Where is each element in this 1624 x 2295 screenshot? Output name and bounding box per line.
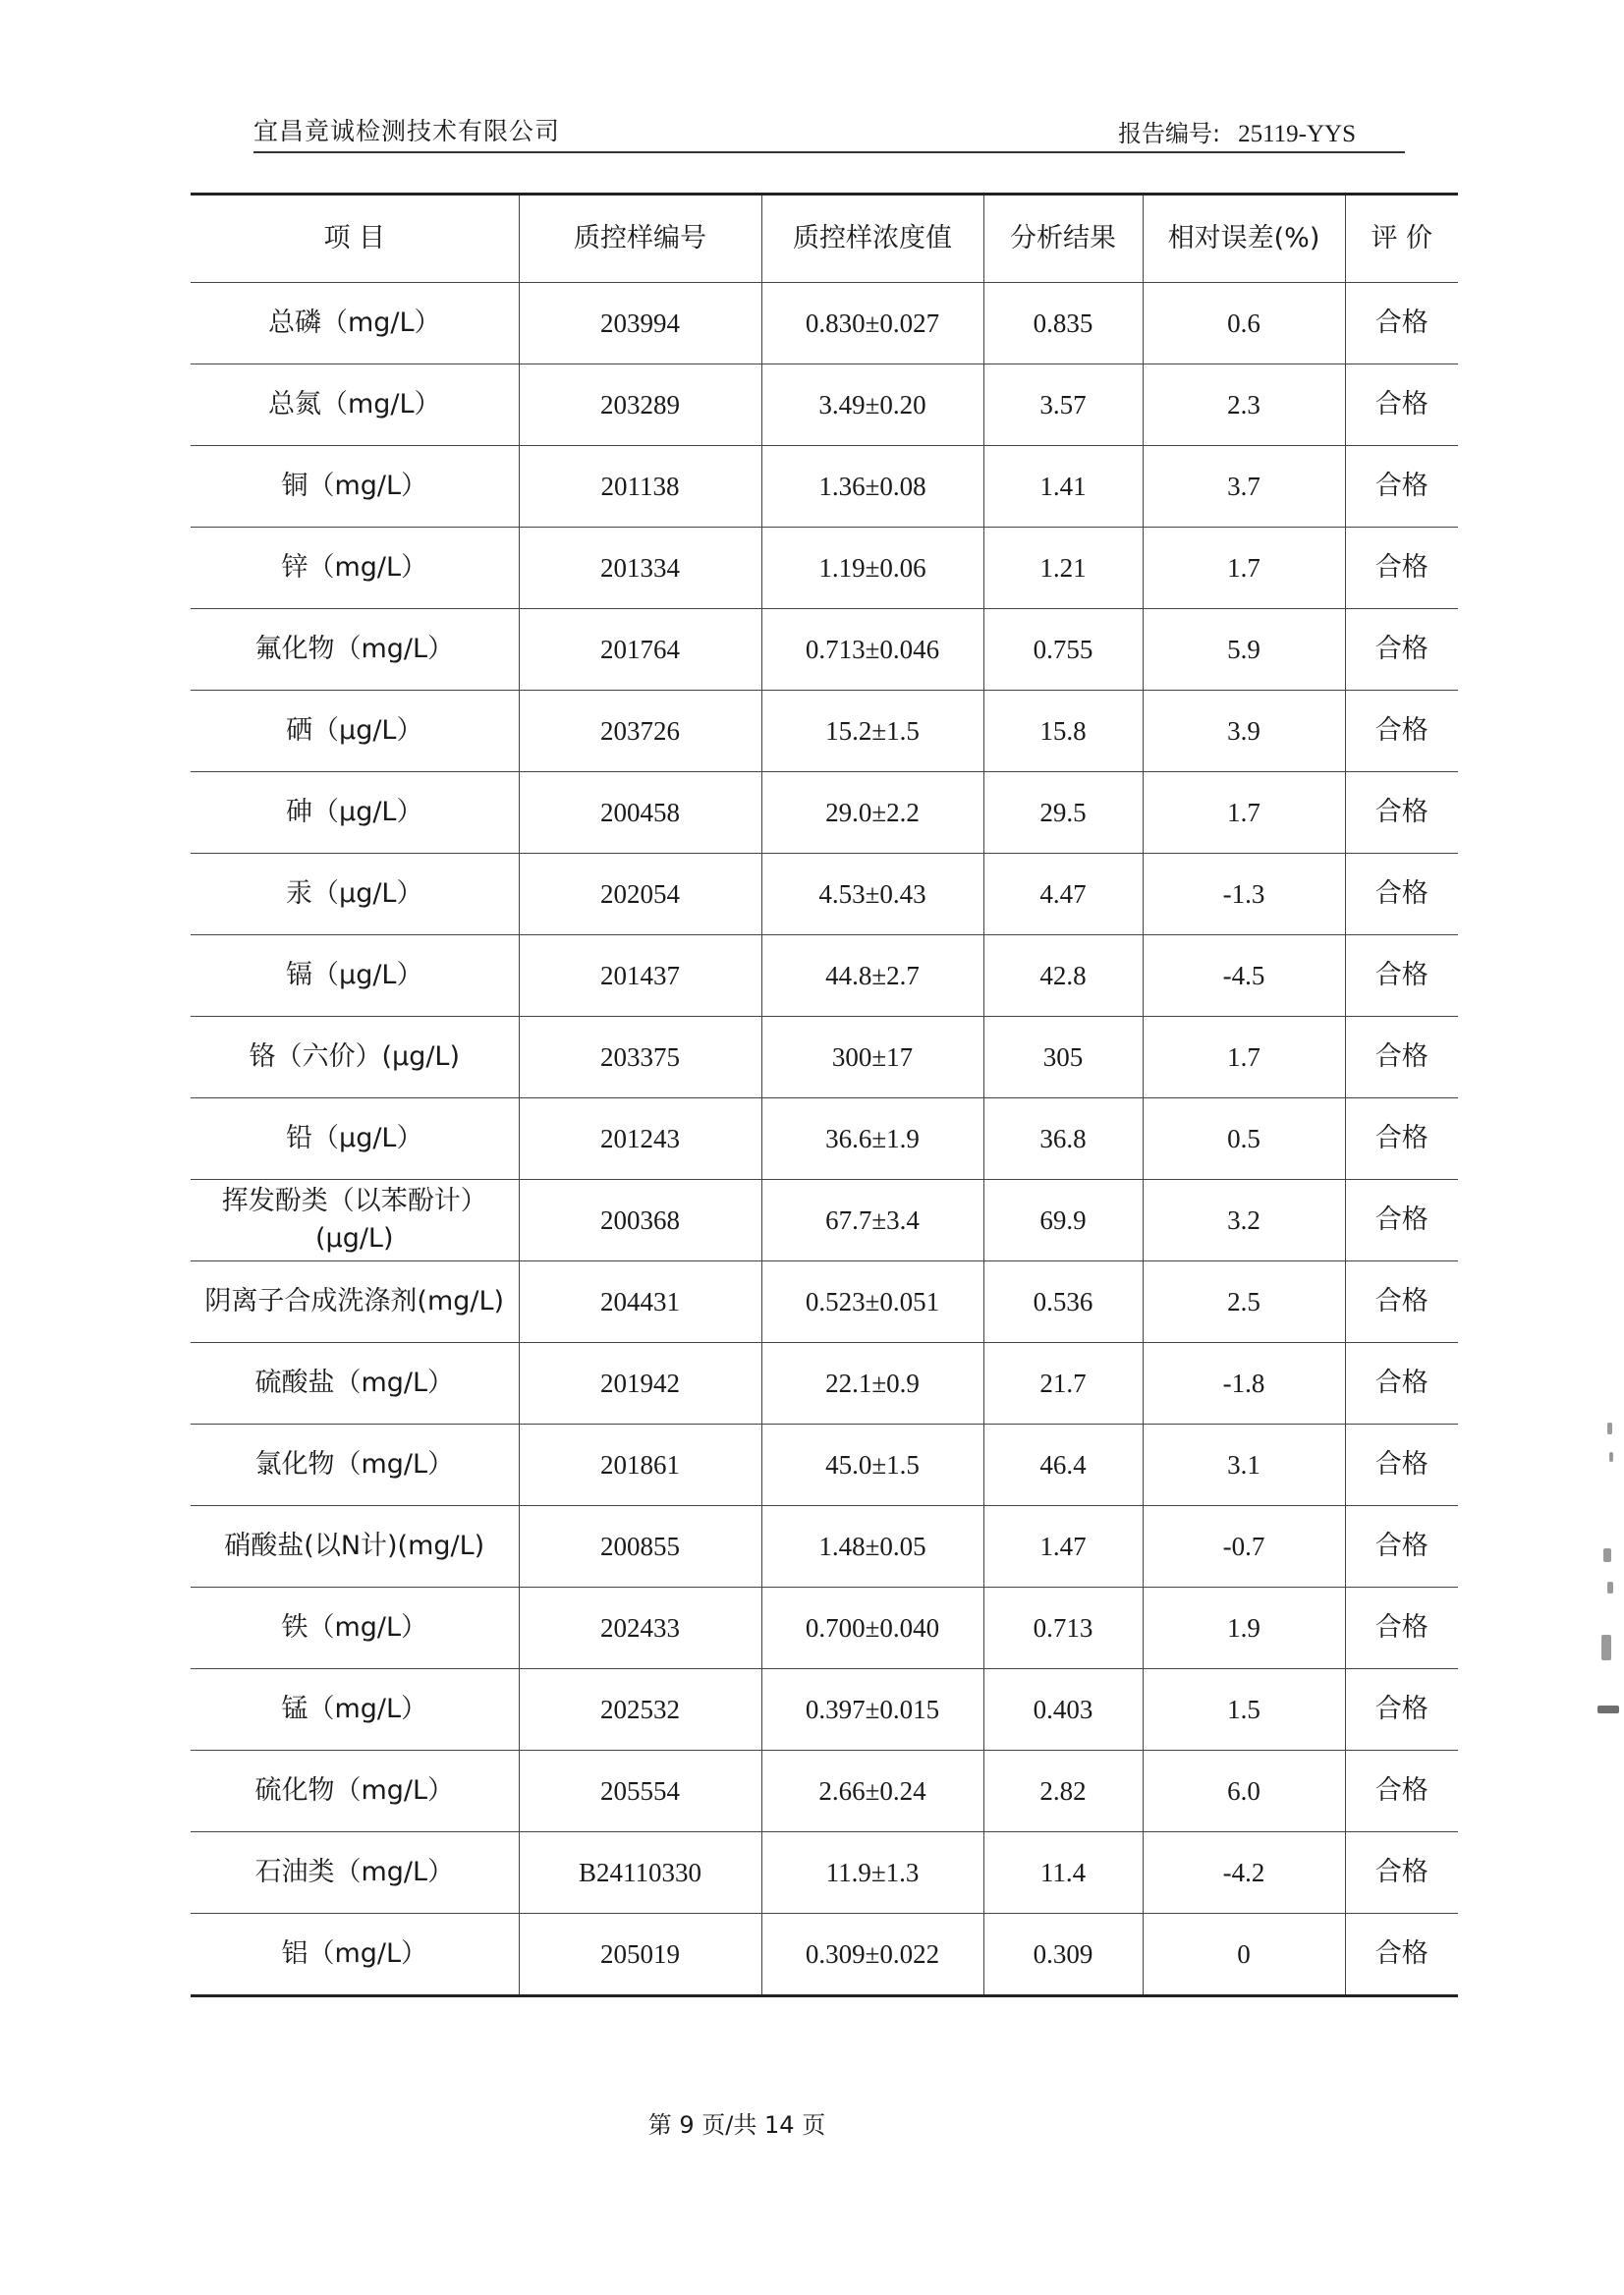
table-body xyxy=(191,283,1458,1996)
row-relative-error: 1.7 xyxy=(1143,528,1345,609)
row-concentration: 2.66±0.24 xyxy=(761,1751,983,1832)
row-item: 硒（μg/L） xyxy=(191,691,519,772)
table-row xyxy=(191,854,1458,935)
row-sample-id: 204431 xyxy=(519,1261,761,1343)
row-item: 铅（μg/L） xyxy=(191,1098,519,1180)
row-result: 3.57 xyxy=(983,364,1143,446)
row-result: 36.8 xyxy=(983,1098,1143,1180)
table-row xyxy=(191,1425,1458,1506)
row-sample-id: 203994 xyxy=(519,283,761,364)
row-evaluation: 合格 xyxy=(1345,854,1458,935)
row-result: 0.713 xyxy=(983,1588,1143,1669)
page-number: 第 9 页/共 14 页 xyxy=(647,2111,826,2139)
row-evaluation: 合格 xyxy=(1345,1669,1458,1751)
row-item: 铬（六价）(μg/L) xyxy=(191,1017,519,1098)
column-header-item: 项 目 xyxy=(191,195,519,283)
scan-artifact xyxy=(1607,1423,1612,1434)
row-sample-id: 201334 xyxy=(519,528,761,609)
row-concentration: 29.0±2.2 xyxy=(761,772,983,854)
row-relative-error: 1.7 xyxy=(1143,772,1345,854)
table-row xyxy=(191,364,1458,446)
row-relative-error: 3.7 xyxy=(1143,446,1345,528)
table-row xyxy=(191,691,1458,772)
table-row xyxy=(191,1506,1458,1588)
row-sample-id: 202433 xyxy=(519,1588,761,1669)
column-header-concentration: 质控样浓度值 xyxy=(761,195,983,283)
column-header-sample-id: 质控样编号 xyxy=(519,195,761,283)
table-header-row xyxy=(191,195,1458,283)
table-row xyxy=(191,1017,1458,1098)
row-evaluation: 合格 xyxy=(1345,1588,1458,1669)
row-item: 锌（mg/L） xyxy=(191,528,519,609)
table-row xyxy=(191,1180,1458,1261)
row-result: 21.7 xyxy=(983,1343,1143,1425)
row-evaluation: 合格 xyxy=(1345,1180,1458,1261)
page-header xyxy=(253,108,1405,153)
row-concentration: 11.9±1.3 xyxy=(761,1832,983,1914)
row-evaluation: 合格 xyxy=(1345,1017,1458,1098)
row-item: 挥发酚类（以苯酚计）(μg/L) xyxy=(191,1180,519,1261)
row-relative-error: 1.9 xyxy=(1143,1588,1345,1669)
row-sample-id: 202054 xyxy=(519,854,761,935)
table-row xyxy=(191,1832,1458,1914)
row-relative-error: 3.1 xyxy=(1143,1425,1345,1506)
row-concentration: 3.49±0.20 xyxy=(761,364,983,446)
report-number-line xyxy=(1118,114,1356,148)
row-result: 46.4 xyxy=(983,1425,1143,1506)
row-concentration: 1.19±0.06 xyxy=(761,528,983,609)
table-row xyxy=(191,1098,1458,1180)
row-concentration: 44.8±2.7 xyxy=(761,935,983,1017)
row-item: 氟化物（mg/L） xyxy=(191,609,519,691)
row-result: 1.21 xyxy=(983,528,1143,609)
row-evaluation: 合格 xyxy=(1345,446,1458,528)
table-row xyxy=(191,1261,1458,1343)
row-result: 15.8 xyxy=(983,691,1143,772)
scan-artifact xyxy=(1603,1548,1611,1562)
row-result: 42.8 xyxy=(983,935,1143,1017)
table-row xyxy=(191,935,1458,1017)
row-concentration: 1.36±0.08 xyxy=(761,446,983,528)
row-item: 硫化物（mg/L） xyxy=(191,1751,519,1832)
scan-artifact xyxy=(1607,1582,1613,1594)
row-result: 29.5 xyxy=(983,772,1143,854)
row-relative-error: 5.9 xyxy=(1143,609,1345,691)
table-row xyxy=(191,528,1458,609)
row-sample-id: 205554 xyxy=(519,1751,761,1832)
row-result: 2.82 xyxy=(983,1751,1143,1832)
row-evaluation: 合格 xyxy=(1345,691,1458,772)
company-name: 宜昌竟诚检测技术有限公司 xyxy=(253,117,561,145)
row-sample-id: 203289 xyxy=(519,364,761,446)
row-evaluation: 合格 xyxy=(1345,283,1458,364)
row-sample-id: 201138 xyxy=(519,446,761,528)
row-relative-error: 0.5 xyxy=(1143,1098,1345,1180)
row-concentration: 22.1±0.9 xyxy=(761,1343,983,1425)
quality-control-table xyxy=(191,193,1458,1997)
row-evaluation: 合格 xyxy=(1345,1425,1458,1506)
row-evaluation: 合格 xyxy=(1345,1098,1458,1180)
row-result: 0.536 xyxy=(983,1261,1143,1343)
row-item: 石油类（mg/L） xyxy=(191,1832,519,1914)
row-item: 总氮（mg/L） xyxy=(191,364,519,446)
row-evaluation: 合格 xyxy=(1345,1832,1458,1914)
row-item: 硝酸盐(以N计)(mg/L) xyxy=(191,1506,519,1588)
row-item: 铜（mg/L） xyxy=(191,446,519,528)
row-relative-error: 1.7 xyxy=(1143,1017,1345,1098)
row-item: 镉（μg/L） xyxy=(191,935,519,1017)
row-concentration: 0.830±0.027 xyxy=(761,283,983,364)
row-evaluation: 合格 xyxy=(1345,609,1458,691)
row-relative-error: 0.6 xyxy=(1143,283,1345,364)
row-relative-error: -1.3 xyxy=(1143,854,1345,935)
row-evaluation: 合格 xyxy=(1345,1261,1458,1343)
row-evaluation: 合格 xyxy=(1345,1751,1458,1832)
row-evaluation: 合格 xyxy=(1345,1914,1458,1996)
table-row xyxy=(191,609,1458,691)
scan-artifact xyxy=(1597,1706,1619,1713)
table-row xyxy=(191,1588,1458,1669)
scan-artifact xyxy=(1609,1452,1613,1462)
row-result: 305 xyxy=(983,1017,1143,1098)
row-item: 总磷（mg/L） xyxy=(191,283,519,364)
row-item: 铁（mg/L） xyxy=(191,1588,519,1669)
row-sample-id: 203375 xyxy=(519,1017,761,1098)
row-concentration: 45.0±1.5 xyxy=(761,1425,983,1506)
row-item: 氯化物（mg/L） xyxy=(191,1425,519,1506)
row-sample-id: B24110330 xyxy=(519,1832,761,1914)
row-sample-id: 201764 xyxy=(519,609,761,691)
row-result: 1.41 xyxy=(983,446,1143,528)
row-relative-error: 2.5 xyxy=(1143,1261,1345,1343)
row-sample-id: 202532 xyxy=(519,1669,761,1751)
row-sample-id: 201243 xyxy=(519,1098,761,1180)
row-sample-id: 205019 xyxy=(519,1914,761,1996)
row-sample-id: 201861 xyxy=(519,1425,761,1506)
row-sample-id: 201437 xyxy=(519,935,761,1017)
row-relative-error: 6.0 xyxy=(1143,1751,1345,1832)
row-concentration: 0.713±0.046 xyxy=(761,609,983,691)
row-evaluation: 合格 xyxy=(1345,528,1458,609)
row-result: 1.47 xyxy=(983,1506,1143,1588)
row-result: 4.47 xyxy=(983,854,1143,935)
row-item: 砷（μg/L） xyxy=(191,772,519,854)
column-header-relative-error: 相对误差(%) xyxy=(1143,195,1345,283)
row-item: 硫酸盐（mg/L） xyxy=(191,1343,519,1425)
row-relative-error: -0.7 xyxy=(1143,1506,1345,1588)
row-item: 铝（mg/L） xyxy=(191,1914,519,1996)
row-evaluation: 合格 xyxy=(1345,772,1458,854)
table-row xyxy=(191,1914,1458,1996)
report-number-value: 25119-YYS xyxy=(1238,121,1356,147)
row-relative-error: 0 xyxy=(1143,1914,1345,1996)
row-sample-id: 203726 xyxy=(519,691,761,772)
table-row xyxy=(191,446,1458,528)
column-header-result: 分析结果 xyxy=(983,195,1143,283)
row-evaluation: 合格 xyxy=(1345,364,1458,446)
row-concentration: 0.397±0.015 xyxy=(761,1669,983,1751)
row-concentration: 0.700±0.040 xyxy=(761,1588,983,1669)
row-evaluation: 合格 xyxy=(1345,1343,1458,1425)
row-item: 阴离子合成洗涤剂(mg/L) xyxy=(191,1261,519,1343)
row-result: 11.4 xyxy=(983,1832,1143,1914)
row-concentration: 15.2±1.5 xyxy=(761,691,983,772)
row-concentration: 4.53±0.43 xyxy=(761,854,983,935)
row-sample-id: 200855 xyxy=(519,1506,761,1588)
row-relative-error: -1.8 xyxy=(1143,1343,1345,1425)
row-item: 汞（μg/L） xyxy=(191,854,519,935)
row-concentration: 0.309±0.022 xyxy=(761,1914,983,1996)
row-sample-id: 201942 xyxy=(519,1343,761,1425)
column-header-evaluation: 评 价 xyxy=(1345,195,1458,283)
table-row xyxy=(191,1669,1458,1751)
row-relative-error: 3.9 xyxy=(1143,691,1345,772)
row-result: 0.309 xyxy=(983,1914,1143,1996)
row-result: 0.403 xyxy=(983,1669,1143,1751)
report-number-label: 报告编号: xyxy=(1117,120,1221,147)
table-row xyxy=(191,772,1458,854)
row-relative-error: 1.5 xyxy=(1143,1669,1345,1751)
row-relative-error: -4.5 xyxy=(1143,935,1345,1017)
row-relative-error: -4.2 xyxy=(1143,1832,1345,1914)
row-result: 0.755 xyxy=(983,609,1143,691)
row-item: 锰（mg/L） xyxy=(191,1669,519,1751)
row-evaluation: 合格 xyxy=(1345,1506,1458,1588)
row-concentration: 300±17 xyxy=(761,1017,983,1098)
table-row xyxy=(191,1751,1458,1832)
table-row xyxy=(191,1343,1458,1425)
row-sample-id: 200368 xyxy=(519,1180,761,1261)
row-sample-id: 200458 xyxy=(519,772,761,854)
row-concentration: 1.48±0.05 xyxy=(761,1506,983,1588)
row-result: 0.835 xyxy=(983,283,1143,364)
row-result: 69.9 xyxy=(983,1180,1143,1261)
row-concentration: 0.523±0.051 xyxy=(761,1261,983,1343)
row-relative-error: 2.3 xyxy=(1143,364,1345,446)
row-relative-error: 3.2 xyxy=(1143,1180,1345,1261)
row-evaluation: 合格 xyxy=(1345,935,1458,1017)
row-concentration: 67.7±3.4 xyxy=(761,1180,983,1261)
table-row xyxy=(191,283,1458,364)
row-concentration: 36.6±1.9 xyxy=(761,1098,983,1180)
scan-artifact xyxy=(1601,1635,1611,1660)
